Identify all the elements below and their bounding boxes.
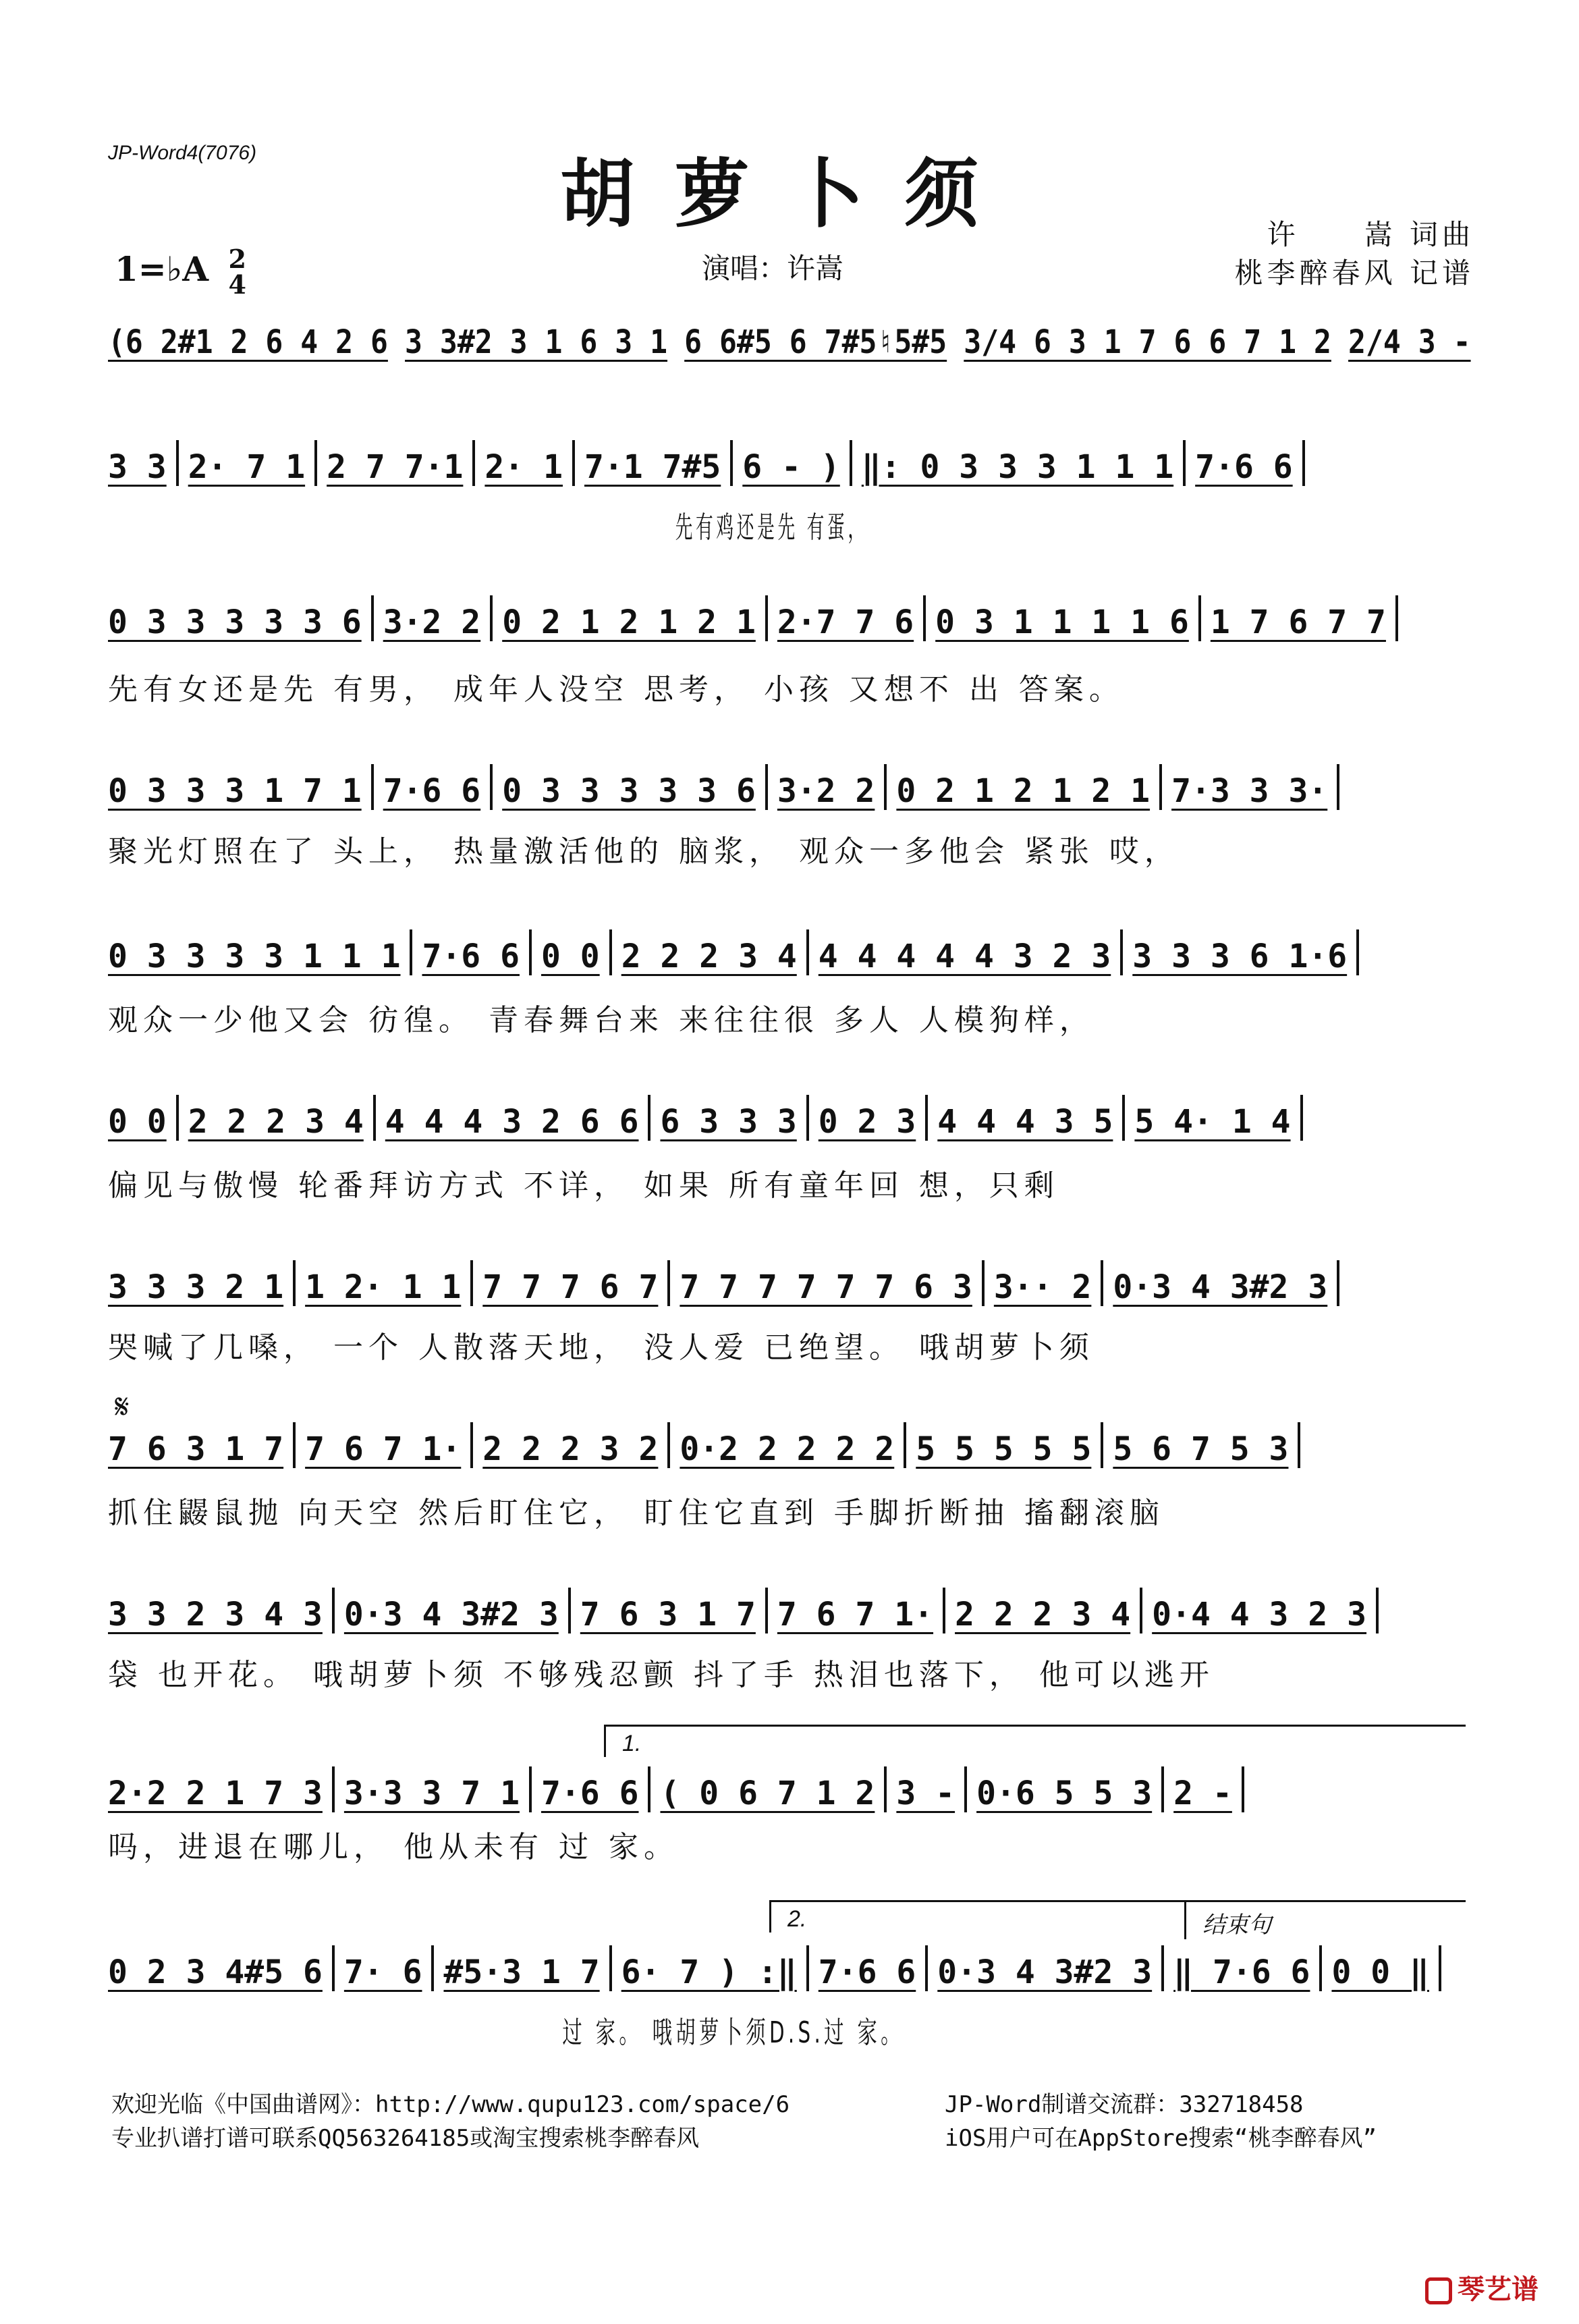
measure: 2 2 2 3 4 — [621, 938, 797, 975]
song-title: 胡萝卜须 — [560, 151, 1019, 238]
measure: #5·3 1 7 — [443, 1953, 600, 1991]
measure: 0 2 3 4#5 6 — [108, 1953, 323, 1991]
measure: 6· 7 ) :‖ — [621, 1953, 797, 1991]
measure: 7 7 7 7 7 7 6 3 — [680, 1268, 972, 1306]
measure: 7·6 6 — [1195, 448, 1293, 486]
barline — [373, 1095, 376, 1141]
key-signature: 1=♭A — [115, 249, 209, 289]
barline — [1101, 1422, 1103, 1468]
barline — [293, 1422, 296, 1468]
barline — [1122, 1095, 1125, 1141]
watermark-text: 琴艺谱 — [1458, 2274, 1539, 2305]
measure: 7 6 3 1 7 — [580, 1596, 756, 1633]
barline — [1161, 1766, 1164, 1812]
barline — [1337, 1260, 1339, 1306]
measure: 0·2 2 2 2 2 — [680, 1430, 895, 1468]
measure: 0 3 3 3 3 3 6 — [502, 772, 756, 810]
score-system-lyrics: 先有女还是先 有男， 成年人没空 思考， 小孩 又想不 出 答案。 — [108, 672, 1124, 707]
barline — [1300, 1095, 1303, 1141]
barline — [529, 1766, 532, 1812]
barline — [410, 929, 412, 975]
volta-coda: 结束句 — [1184, 1900, 1466, 1939]
barline — [765, 764, 768, 810]
score-system-lyrics: 聚光灯照在了 头上， 热量激活他的 脑浆， 观众一多他会 紧张 哎， — [108, 834, 1180, 869]
measure: 7 6 7 1· — [305, 1430, 462, 1468]
barline — [964, 1766, 967, 1812]
barline — [648, 1766, 650, 1812]
barline — [568, 1588, 571, 1633]
barline — [293, 1260, 296, 1306]
barline — [667, 1422, 670, 1468]
barline — [806, 1095, 809, 1141]
score-system-notes — [108, 439, 1471, 486]
measure: 0·6 5 5 3 — [976, 1775, 1153, 1812]
score-system-notes — [108, 1093, 1471, 1141]
barline — [431, 1945, 434, 1991]
barline — [1302, 440, 1305, 486]
barline — [1242, 1766, 1244, 1812]
score-system-lyrics: 过 家。 哦胡萝卜须D.S.过 家。 — [562, 2016, 904, 2050]
volta-second: 2. — [769, 1900, 1186, 1933]
measure: 2·2 2 1 7 3 — [108, 1775, 323, 1812]
watermark-brand — [1425, 2268, 1539, 2306]
barline — [765, 595, 768, 641]
measure: 0 0 — [541, 938, 600, 975]
barline — [1183, 440, 1186, 486]
barline — [572, 440, 575, 486]
measure: 0 3 3 3 1 7 1 — [108, 772, 362, 810]
barline — [176, 1095, 179, 1141]
measure: 2 2 2 3 4 — [188, 1103, 364, 1141]
measure: 4 4 4 4 4 3 2 3 — [818, 938, 1111, 975]
measure: 2 - — [1173, 1775, 1232, 1812]
measure: 6 - ) — [742, 448, 840, 486]
measure: 7·6 6 — [422, 938, 520, 975]
measure: 7·1 7#5 — [584, 448, 721, 486]
score-system-notes — [108, 594, 1471, 641]
barline — [1198, 595, 1201, 641]
barline — [765, 1588, 768, 1633]
barline — [925, 1095, 928, 1141]
score-system-notes — [108, 1586, 1471, 1633]
score-system-lyrics: 哭喊了几嗓， 一个 人散落天地， 没人爱 已绝望。 哦胡萝卜须 — [108, 1330, 1095, 1365]
measure: 7· 6 — [343, 1953, 422, 1991]
barline — [1376, 1588, 1379, 1633]
barline — [884, 764, 887, 810]
measure: 7·3 3 3· — [1171, 772, 1328, 810]
measure: 2 2 2 3 2 — [482, 1430, 659, 1468]
barline — [1140, 1588, 1142, 1633]
barline — [884, 1766, 887, 1812]
score-system-notes — [108, 314, 1471, 361]
score-system-lyrics: 吗，进退在哪儿， 他从未有 过 家。 — [108, 1830, 679, 1864]
measure: 1 2· 1 1 — [305, 1268, 462, 1306]
score-system-lyrics: 偏见与傲慢 轮番拜访方式 不详， 如果 所有童年回 想，只剩 — [108, 1168, 1059, 1203]
composer-credit: 许 嵩 词曲 — [1267, 218, 1474, 251]
measure: 3·2 2 — [777, 772, 875, 810]
measure: 0·3 4 3#2 3 — [343, 1596, 559, 1633]
measure: 6 6#5 6 7#5♮5#5 — [684, 323, 947, 361]
measure: 0 3 3 3 3 3 6 — [108, 603, 362, 641]
measure: 7·6 6 — [383, 772, 481, 810]
measure: 3 - — [896, 1775, 955, 1812]
barline — [982, 1260, 985, 1306]
measure: ‖: 0 3 3 3 1 1 1 — [861, 448, 1174, 486]
barline — [1337, 764, 1339, 810]
segno-sign: 𝄋 — [115, 1387, 130, 1426]
score-system-notes — [108, 1944, 1471, 1991]
measure: 3 3#2 3 1 6 3 1 — [405, 323, 668, 361]
measure: 0 2 1 2 1 2 1 — [502, 603, 756, 641]
measure: 7·6 6 — [541, 1775, 639, 1812]
measure: 2 7 7·1 — [327, 448, 464, 486]
measure: 2·7 7 6 — [777, 603, 914, 641]
measure: 0·3 4 3#2 3 — [1113, 1268, 1328, 1306]
measure: 0·4 4 3 2 3 — [1152, 1596, 1367, 1633]
barline — [470, 1260, 473, 1306]
score-system-notes — [108, 1421, 1471, 1468]
measure: 7·6 6 — [818, 1953, 916, 1991]
measure: 2/4 3 - — [1348, 323, 1471, 361]
measure: ( 0 6 7 1 2 — [660, 1775, 875, 1812]
software-label: JP-Word4(7076) — [108, 142, 257, 164]
measure: 3 3 3 2 1 — [108, 1268, 284, 1306]
measure: 0 0 ‖ — [1331, 1953, 1429, 1991]
barline — [850, 440, 852, 486]
measure: 3 3 — [108, 448, 167, 486]
score-system-lyrics: 袋 也开花。 哦胡萝卜须 不够残忍颤 抖了手 热泪也落下， 他可以逃开 — [108, 1658, 1215, 1692]
volta-first: 1. — [604, 1725, 1466, 1757]
barline — [1439, 1945, 1441, 1991]
measure: 7 6 3 1 7 — [108, 1430, 284, 1468]
measure: 6 3 3 3 — [660, 1103, 797, 1141]
measure: 0 2 1 2 1 2 1 — [896, 772, 1151, 810]
measure: 3 3 3 6 1·6 — [1132, 938, 1348, 975]
barline — [1319, 1945, 1322, 1991]
measure: 3·· 2 — [993, 1268, 1092, 1306]
footer-left-line1: 欢迎光临《中国曲谱网》：http://www.qupu123.com/space/6 — [111, 2091, 790, 2118]
barline — [667, 1260, 670, 1306]
time-signature-top: 2 — [228, 244, 246, 274]
measure: 3·2 2 — [383, 603, 481, 641]
barline — [529, 929, 532, 975]
barline — [1159, 764, 1162, 810]
score-system-lyrics: 抓住鼹鼠抛 向天空 然后盯住它， 盯住它直到 手脚折断抽 搐翻滚脑 — [108, 1496, 1165, 1530]
score-system-notes — [108, 763, 1471, 810]
barline — [332, 1945, 335, 1991]
barline — [904, 1422, 906, 1468]
measure: 5 6 7 5 3 — [1113, 1430, 1289, 1468]
footer-left-line2: 专业扒谱打谱可联系QQ563264185或淘宝搜索桃李醉春风 — [111, 2125, 700, 2152]
footer-right-line1: JP-Word制谱交流群：332718458 — [945, 2091, 1304, 2118]
score-system-notes — [108, 928, 1471, 975]
brand-logo-icon — [1425, 2277, 1452, 2304]
barline — [332, 1766, 335, 1812]
score-system-lyrics: 先有鸡还是先 有蛋， — [675, 510, 868, 545]
barline — [648, 1095, 650, 1141]
barline — [1120, 929, 1123, 975]
measure: 3/4 6 3 1 7 6 6 7 1 2 — [964, 323, 1331, 361]
measure: 5 4· 1 4 — [1134, 1103, 1291, 1141]
transcriber-credit: 桃李醉春风 记谱 — [1234, 256, 1474, 290]
measure: 7 7 7 6 7 — [482, 1268, 659, 1306]
key-time-signature — [115, 246, 246, 298]
measure: 0 3 3 3 3 1 1 1 — [108, 938, 401, 975]
score-system-lyrics: 观众一少他又会 彷徨。 青春舞台来 来往往很 多人 人模狗样， — [108, 1003, 1095, 1037]
measure: 1 7 6 7 7 — [1210, 603, 1386, 641]
barline — [730, 440, 733, 486]
barline — [472, 440, 475, 486]
singer-credit: 演唱：许嵩 — [702, 252, 844, 285]
barline — [1101, 1260, 1103, 1306]
measure: 3·3 3 7 1 — [343, 1775, 520, 1812]
barline — [1161, 1945, 1164, 1991]
measure: 0 3 1 1 1 1 6 — [935, 603, 1189, 641]
measure: 0 0 — [108, 1103, 167, 1141]
time-signature-bottom: 4 — [228, 269, 246, 300]
barline — [176, 440, 179, 486]
time-signature — [228, 246, 246, 298]
barline — [490, 595, 493, 641]
barline — [332, 1588, 335, 1633]
measure: ‖ 7·6 6 — [1173, 1953, 1310, 1991]
barline — [1298, 1422, 1300, 1468]
measure: 2· 7 1 — [188, 448, 306, 486]
score-system-notes — [108, 1259, 1471, 1306]
score-system-notes — [108, 1765, 1471, 1812]
measure: 3 3 2 3 4 3 — [108, 1596, 323, 1633]
barline — [371, 764, 374, 810]
measure: 7 6 7 1· — [777, 1596, 934, 1633]
barline — [609, 929, 612, 975]
barline — [923, 595, 926, 641]
measure: 4 4 4 3 5 — [937, 1103, 1113, 1141]
footer-right-line2: iOS用户可在AppStore搜索“桃李醉春风” — [945, 2125, 1377, 2152]
measure: 4 4 4 3 2 6 6 — [385, 1103, 639, 1141]
measure: 5 5 5 5 5 — [916, 1430, 1092, 1468]
barline — [943, 1588, 945, 1633]
barline — [1395, 595, 1398, 641]
barline — [609, 1945, 612, 1991]
measure: (6 2#1 2 6 4 2 6 — [108, 323, 388, 361]
measure: 2 2 2 3 4 — [955, 1596, 1131, 1633]
measure: 0 2 3 — [818, 1103, 916, 1141]
barline — [470, 1422, 473, 1468]
barline — [490, 764, 493, 810]
barline — [925, 1945, 928, 1991]
barline — [1356, 929, 1359, 975]
measure: 2· 1 — [484, 448, 563, 486]
barline — [314, 440, 317, 486]
barline — [806, 1945, 809, 1991]
measure: 0·3 4 3#2 3 — [937, 1953, 1153, 1991]
barline — [806, 929, 809, 975]
barline — [371, 595, 374, 641]
